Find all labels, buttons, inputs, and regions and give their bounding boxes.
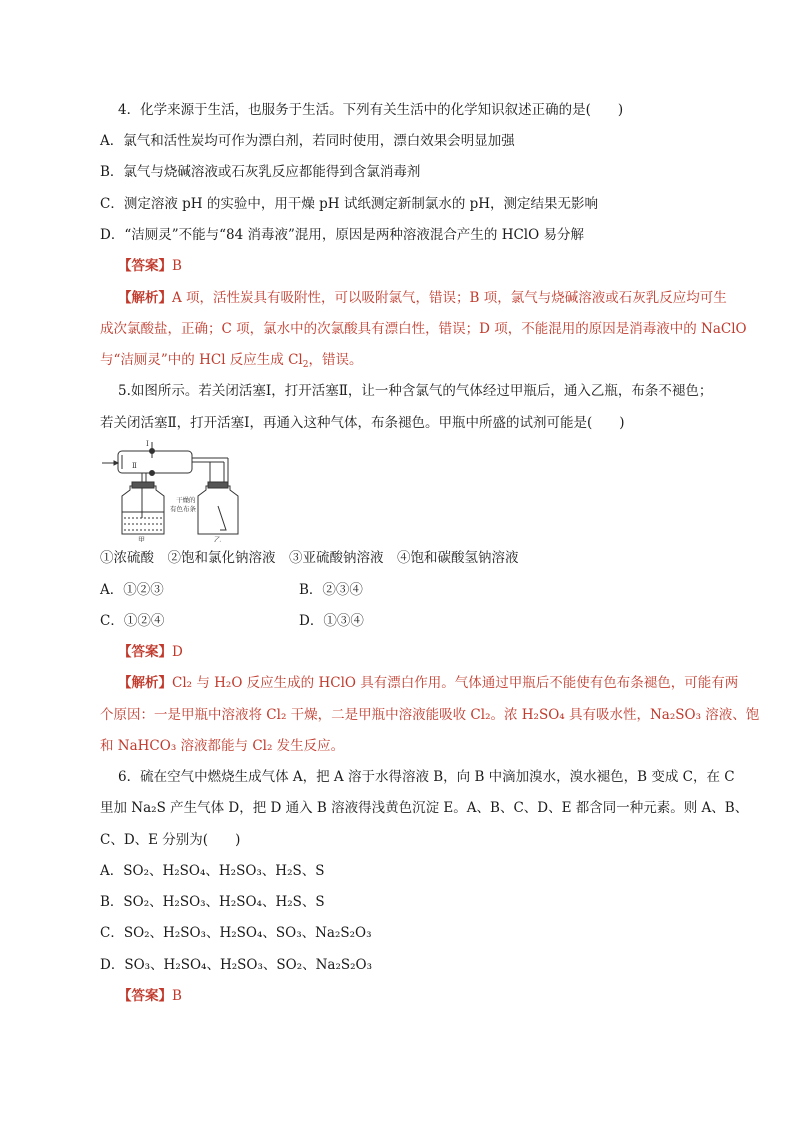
q4-option-a: A．氯气和活性炭均可作为漂白剂，若同时使用，漂白效果会明显加强 [100,133,515,149]
q4-option-b: B．氯气与烧碱溶液或石灰乳反应都能得到含氯消毒剂 [100,164,421,180]
analysis-tag: 【解析】 [118,675,172,691]
q5-stem-line2: 若关闭活塞Ⅱ，打开活塞Ⅰ，再通入这种气体，布条褪色。甲瓶中所盛的试剂可能是( ) [100,415,625,431]
q4-option-c: C．测定溶液 pH 的实验中，用干燥 pH 试纸测定新制氯水的 pH，测定结果无影响 [100,196,599,212]
q5-option-b: B．②③④ [299,582,363,598]
q6-stem-line1: 6．硫在空气中燃烧生成气体 A，把 A 溶于水得溶液 B，向 B 中滴加溴水，溴水褪色，B 变成 C，在 C [118,769,735,785]
q6-stem-line2: 里加 Na₂S 产生气体 D，把 D 通入 B 溶液得浅黄色沉淀 E。A、B、C、D、E 都含同一种元素。则 A、B、 [100,800,749,816]
apparatus-svg [100,436,250,542]
q6-option-a: A．SO₂、H₂SO₄、H₂SO₃、H₂S、S [100,863,325,879]
q5-reagents: ①浓硫酸 ②饱和氯化钠溶液 ③亚硫酸钠溶液 ④饱和碳酸氢钠溶液 [100,550,519,566]
answer-tag: 【答案】 [118,988,172,1004]
q5-option-d: D．①③④ [299,613,364,629]
analysis-text: 与“洁厕灵”中的 HCl 反应生成 Cl [100,352,303,368]
analysis-tag: 【解析】 [118,290,172,306]
label-valve-I: Ⅰ [146,440,149,448]
q6-option-c: C．SO₂、H₂SO₃、H₂SO₄、SO₃、Na₂S₂O₃ [100,925,372,941]
q4-stem: 4．化学来源于生活，也服务于生活。下列有关生活中的化学知识叙述正确的是( ) [118,102,624,118]
q4-answer [118,256,182,276]
q5-analysis-line2: 个原因：一是甲瓶中溶液将 Cl₂ 干燥，二是甲瓶中溶液能吸收 Cl₂。浓 H₂SO₄ 具有吸水性，Na₂SO₃ 溶液、饱 [100,707,760,723]
q6-stem-line3: C、D、E 分别为( ) [100,832,241,848]
apparatus-diagram [100,436,250,542]
q5-option-a: A．①②③ [100,582,164,598]
q6-answer [118,986,182,1006]
label-bottle-yi: 乙 [214,536,221,542]
q4-analysis-line1 [118,288,727,308]
q6-option-d: D．SO₃、H₂SO₄、H₂SO₃、SO₂、Na₂S₂O₃ [100,957,373,973]
label-dry-cloth: 干燥的 [176,496,196,504]
label-bottle-jia: 甲 [138,536,145,542]
answer-tag: 【答案】 [118,258,172,274]
q6-option-b: B．SO₂、H₂SO₃、H₂SO₄、H₂S、S [100,894,325,910]
label-valve-II: Ⅱ [132,462,137,470]
q5-option-c: C．①②④ [100,613,165,629]
subscript: 2 [302,360,309,370]
analysis-text: Cl₂ 与 H₂O 反应生成的 HClO 具有漂白作用。气体通过甲瓶后不能使有色布条褪色，可能有两 [172,675,739,691]
answer-value: B [172,988,182,1004]
q5-analysis-line1 [118,673,738,693]
answer-tag: 【答案】 [118,644,172,660]
q4-option-d: D．“洁厕灵”不能与“84 消毒液”混用，原因是两种溶液混合产生的 HClO 易分解 [100,227,584,243]
label-colored-strip: 有色布条 [170,505,196,513]
q4-analysis-line2: 成次氯酸盐，正确；C 项，氯水中的次氯酸具有漂白性，错误；D 项，不能混用的原因是消毒液中的 NaClO [100,321,747,337]
answer-value: B [172,258,182,274]
q5-analysis-line3: 和 NaHCO₃ 溶液都能与 Cl₂ 发生反应。 [100,738,345,754]
answer-value: D [172,644,183,660]
q5-stem-line1: 5.如图所示。若关闭活塞Ⅰ，打开活塞Ⅱ，让一种含氯气的气体经过甲瓶后，通入乙瓶，布条不褪色； [118,383,713,399]
analysis-text: ，错误。 [308,352,363,368]
q4-analysis-line3 [100,350,362,370]
q5-answer [118,642,183,662]
analysis-text: A 项，活性炭具有吸附性，可以吸附氯气，错误；B 项，氯气与烧碱溶液或石灰乳反应均可生 [172,290,727,306]
